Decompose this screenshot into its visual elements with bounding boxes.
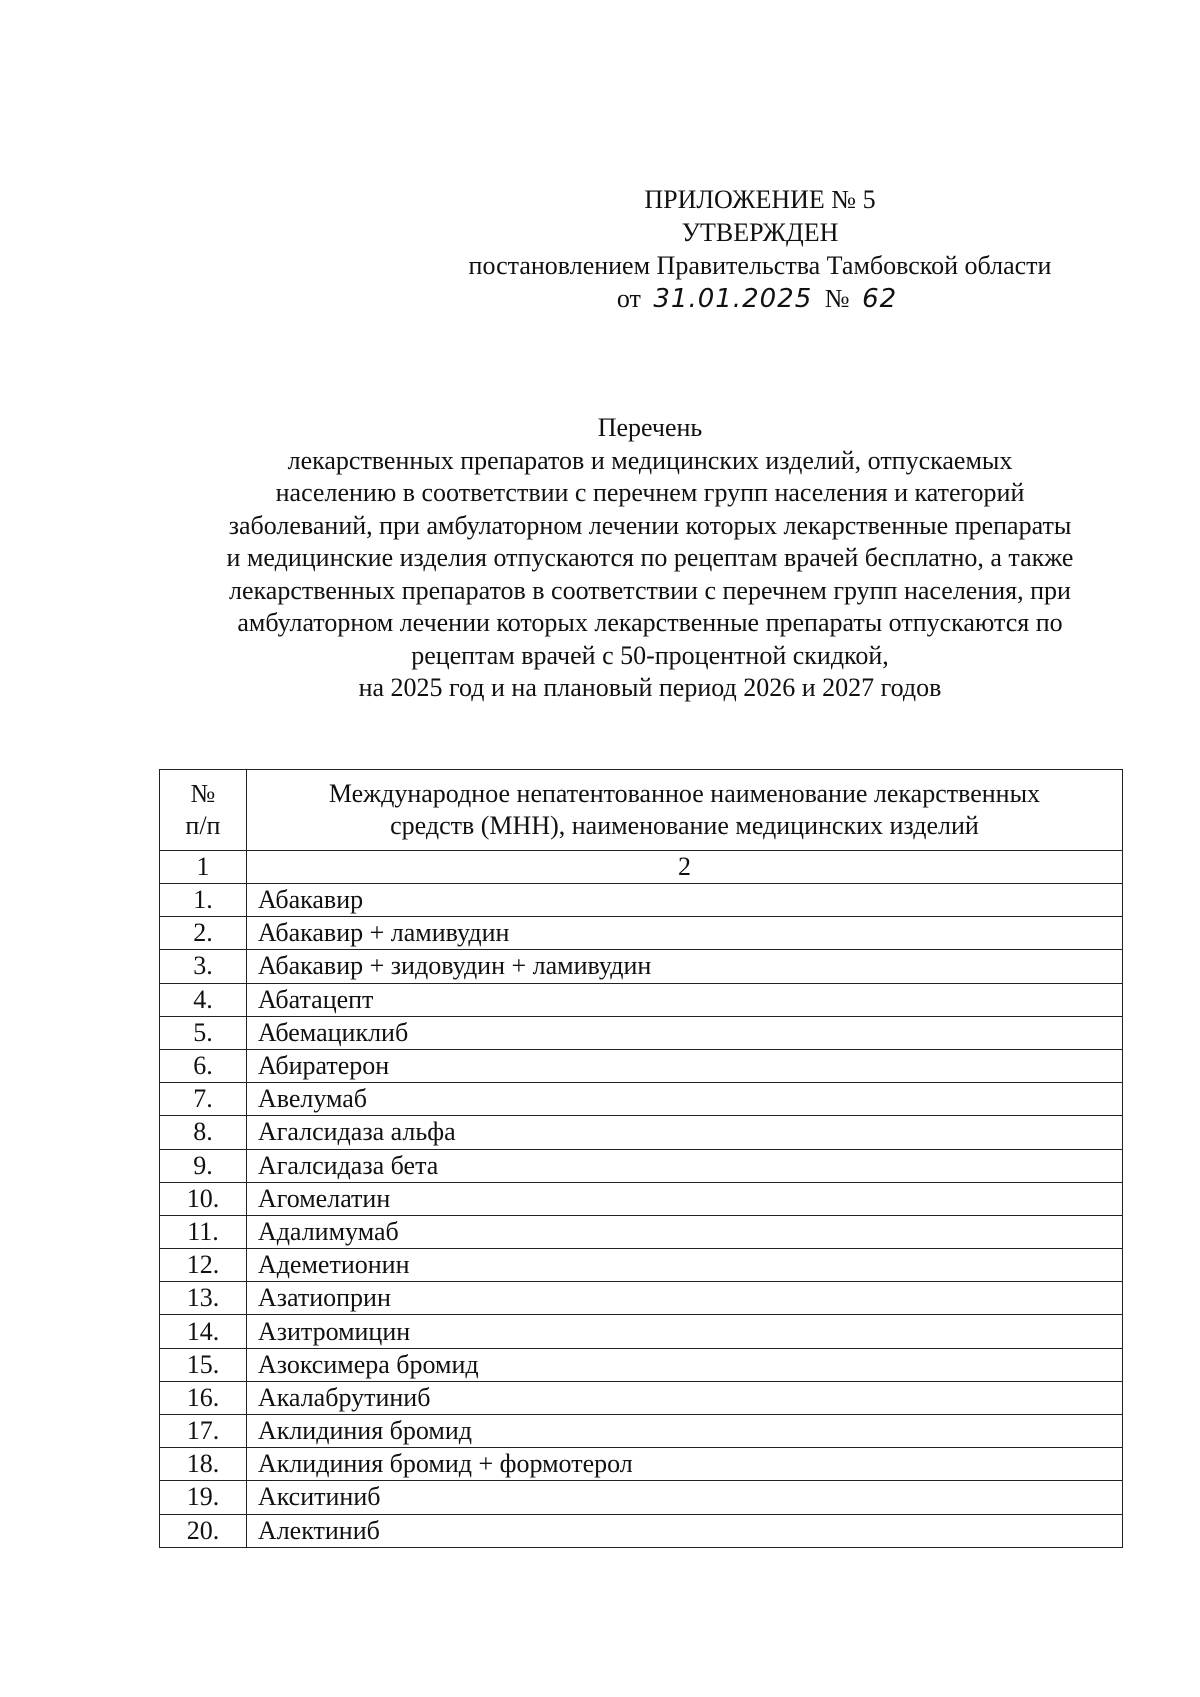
- header-number-cell: [160, 770, 247, 851]
- drug-name: Абемациклиб: [246, 1016, 1122, 1049]
- drug-name: Азоксимера бромид: [246, 1348, 1122, 1381]
- table-row: [160, 1182, 1123, 1215]
- document-title: [150, 412, 1150, 705]
- table-row: [160, 1415, 1123, 1448]
- table-row: [160, 950, 1123, 983]
- row-number: 9.: [160, 1149, 247, 1182]
- drug-name: Азатиоприн: [246, 1282, 1122, 1315]
- drug-name: Абатацепт: [246, 983, 1122, 1016]
- row-number: 6.: [160, 1049, 247, 1082]
- row-number: 18.: [160, 1448, 247, 1481]
- table-row: [160, 1016, 1123, 1049]
- title-line: на 2025 год и на плановый период 2026 и 2027 годов: [358, 673, 942, 702]
- row-number: 16.: [160, 1381, 247, 1414]
- drug-name: Абакавир + ламивудин: [246, 917, 1122, 950]
- number-prefix: №: [824, 284, 850, 313]
- table-row: [160, 1215, 1123, 1248]
- drug-name: Алектиниб: [246, 1514, 1122, 1547]
- title-heading: Перечень: [597, 413, 703, 442]
- row-number: 2.: [160, 917, 247, 950]
- title-line: населению в соответствии с перечнем групп населения и категорий: [275, 478, 1025, 507]
- drug-name: Аклидиния бромид + формотерол: [246, 1448, 1122, 1481]
- table-header-row: [160, 770, 1123, 851]
- header-name-cell: [246, 770, 1122, 851]
- drug-name: Агалсидаза альфа: [246, 1116, 1122, 1149]
- table-row: [160, 1481, 1123, 1514]
- approval-stamp-block: [420, 183, 1100, 316]
- title-line: заболеваний, при амбулаторном лечении которых лекарственные препараты: [228, 510, 1072, 540]
- drug-name: Агомелатин: [246, 1182, 1122, 1215]
- table-row: [160, 1381, 1123, 1414]
- table-row: [160, 1149, 1123, 1182]
- drug-name: Азитромицин: [246, 1315, 1122, 1348]
- row-number: 14.: [160, 1315, 247, 1348]
- table-row: [160, 1315, 1123, 1348]
- column-number-row: [160, 851, 1123, 884]
- row-number: 5.: [160, 1016, 247, 1049]
- handwritten-number: 62: [862, 284, 898, 314]
- drug-name: Абиратерон: [246, 1049, 1122, 1082]
- drug-name: Аклидиния бромид: [246, 1415, 1122, 1448]
- row-number: 4.: [160, 983, 247, 1016]
- row-number: 20.: [160, 1514, 247, 1547]
- drug-name: Абакавир: [246, 884, 1122, 917]
- table-row: [160, 1249, 1123, 1282]
- approved-label: УТВЕРЖДЕН: [681, 218, 839, 247]
- drug-name: Адеметионин: [246, 1249, 1122, 1282]
- table-row: [160, 983, 1123, 1016]
- column-number-cell: 2: [246, 851, 1122, 884]
- table-row: [160, 917, 1123, 950]
- approved-by: постановлением Правительства Тамбовской области: [468, 251, 1052, 280]
- row-number: 19.: [160, 1481, 247, 1514]
- title-line: амбулаторном лечении которых лекарственные препараты отпускаются по: [237, 608, 1063, 637]
- table-row: [160, 1514, 1123, 1547]
- title-line: лекарственных препаратов в соответствии с перечнем групп населения, при: [229, 575, 1071, 605]
- drug-name: Акситиниб: [246, 1481, 1122, 1514]
- row-number: 1.: [160, 884, 247, 917]
- table-row: [160, 1348, 1123, 1381]
- row-number: 8.: [160, 1116, 247, 1149]
- table-row: [160, 1049, 1123, 1082]
- title-line: и медицинские изделия отпускаются по рецептам врачей бесплатно, а также: [226, 543, 1074, 572]
- row-number: 11.: [160, 1215, 247, 1248]
- drug-name: Акалабрутиниб: [246, 1381, 1122, 1414]
- row-number: 12.: [160, 1249, 247, 1282]
- drug-name: Авелумаб: [246, 1083, 1122, 1116]
- table-row: [160, 1282, 1123, 1315]
- drug-name: Абакавир + зидовудин + ламивудин: [246, 950, 1122, 983]
- header-number-label: п/п: [185, 811, 221, 840]
- row-number: 13.: [160, 1282, 247, 1315]
- column-number-cell: 1: [160, 851, 247, 884]
- drug-name: Адалимумаб: [246, 1215, 1122, 1248]
- handwritten-date: 31.01.2025: [653, 284, 813, 314]
- row-number: 15.: [160, 1348, 247, 1381]
- drug-name: Агалсидаза бета: [246, 1149, 1122, 1182]
- row-number: 17.: [160, 1415, 247, 1448]
- table-row: [160, 1083, 1123, 1116]
- header-number-symbol: №: [190, 779, 216, 808]
- header-name-line: Международное непатентованное наименование лекарственных: [328, 779, 1041, 808]
- row-number: 3.: [160, 950, 247, 983]
- title-line: рецептам врачей с 50-процентной скидкой,: [411, 640, 889, 670]
- date-prefix: от: [616, 284, 641, 313]
- title-line: лекарственных препаратов и медицинских изделий, отпускаемых: [287, 445, 1013, 475]
- table-row: [160, 1448, 1123, 1481]
- header-name-line: средств (МНН), наименование медицинских изделий: [390, 811, 979, 840]
- table-row: [160, 884, 1123, 917]
- row-number: 10.: [160, 1182, 247, 1215]
- table-row: [160, 1116, 1123, 1149]
- appendix-number: ПРИЛОЖЕНИЕ № 5: [644, 185, 876, 214]
- row-number: 7.: [160, 1083, 247, 1116]
- approval-date-line: [420, 282, 1100, 316]
- drug-list-table: [159, 769, 1123, 1548]
